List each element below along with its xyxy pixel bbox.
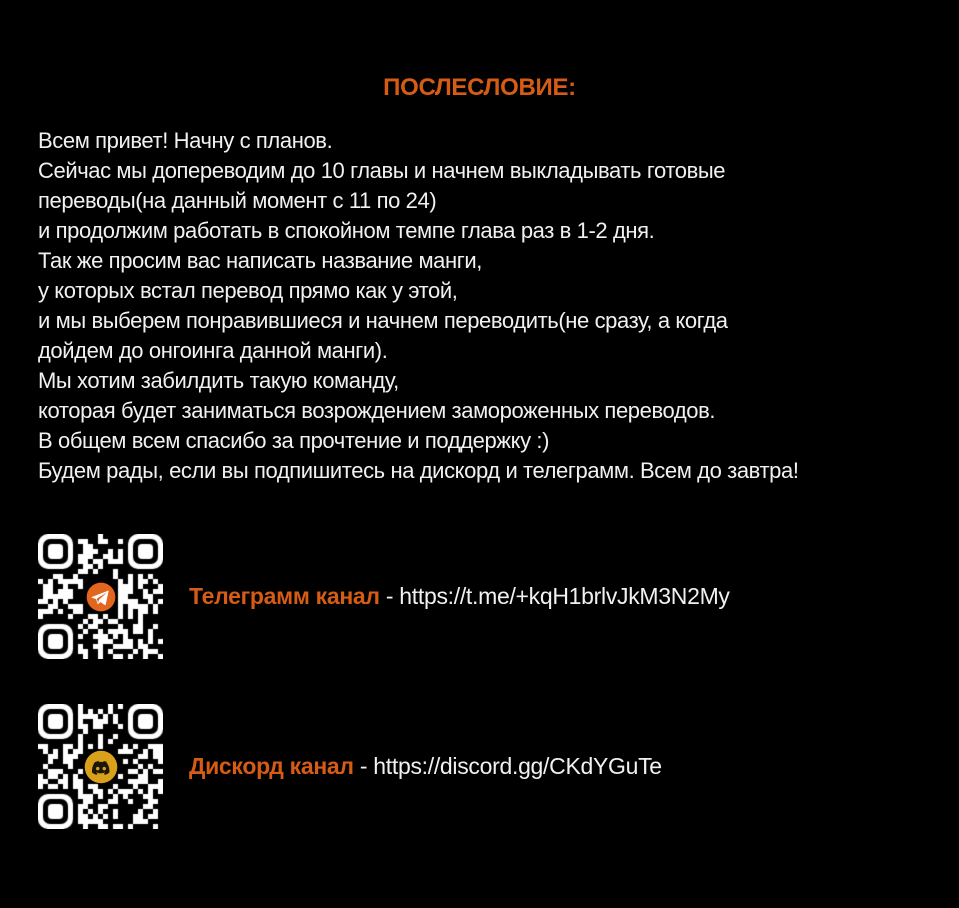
telegram-channel-label [189, 583, 730, 610]
discord-qr-code [38, 704, 163, 829]
telegram-plane-icon [86, 582, 116, 612]
discord-channel-url: https://discord.gg/CKdYGuTe [373, 753, 662, 779]
discord-channel-name: Дискорд канал [189, 753, 354, 779]
discord-channel-label [189, 753, 662, 780]
telegram-channel-row [38, 533, 730, 660]
afterword-line: Сейчас мы допереводим до 10 главы и начнем выкладывать готовые [38, 158, 726, 183]
afterword-line: Будем рады, если вы подпишитесь на дискорд и телеграмм. Всем до завтра! [38, 458, 799, 483]
telegram-channel-name: Телеграмм канал [189, 583, 380, 609]
discord-mascot-icon [84, 750, 118, 784]
afterword-line: Мы хотим забилдить такую команду, [38, 368, 399, 393]
page-title: ПОСЛЕСЛОВИЕ: [383, 74, 576, 101]
afterword-line: и мы выберем понравившиеся и начнем переводить(не сразу, а когда [38, 308, 728, 333]
discord-channel-row [38, 703, 662, 830]
afterword-line: переводы(на данный момент с 11 по 24) [38, 188, 437, 213]
telegram-channel-url: https://t.me/+kqH1brlvJkM3N2My [399, 583, 730, 609]
telegram-qr-code [38, 534, 163, 659]
separator: - [385, 583, 394, 609]
afterword-line: дойдем до онгоинга данной манги). [38, 338, 388, 363]
afterword-line: Всем привет! Начну с планов. [38, 128, 333, 153]
afterword-line: которая будет заниматься возрождением замороженных переводов. [38, 398, 716, 423]
afterword-line: и продолжим работать в спокойном темпе глава раз в 1-2 дня. [38, 218, 655, 243]
afterword-line: В общем всем спасибо за прочтение и поддержку :) [38, 428, 550, 453]
afterword-text [38, 126, 918, 486]
afterword-line: у которых встал перевод прямо как у этой, [38, 278, 458, 303]
afterword-line: Так же просим вас написать название манги, [38, 248, 482, 273]
separator: - [359, 753, 368, 779]
